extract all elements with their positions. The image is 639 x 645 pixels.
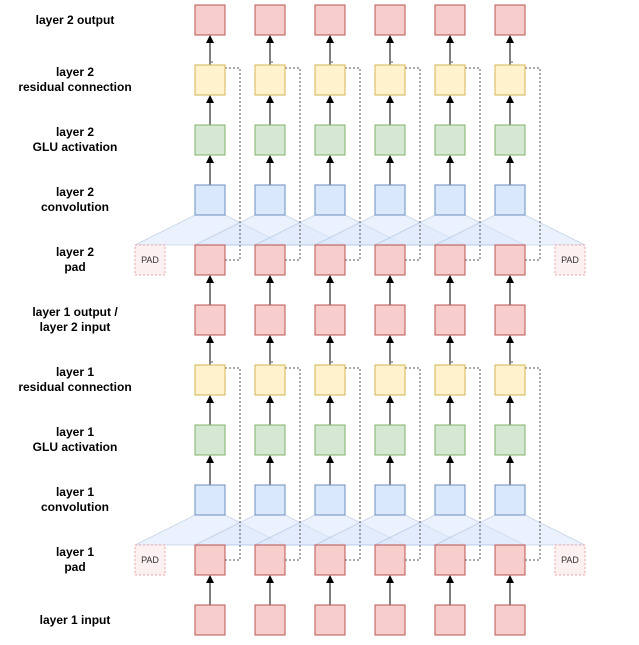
- conv-box-l2-conv-2: [255, 185, 285, 215]
- row-label-line: convolution: [41, 200, 109, 214]
- pad-box-l1-pad-5: [435, 545, 465, 575]
- pad-box-l2-pad-4: [375, 245, 405, 275]
- output-box-l1-output-2: [255, 305, 285, 335]
- residual-box-l2-residual-4: [375, 65, 405, 95]
- row-label-line: GLU activation: [32, 440, 118, 454]
- row-label-line: layer 2: [55, 245, 95, 259]
- residual-box-l2-residual-3: [315, 65, 345, 95]
- glu-box-l2-glu-1: [195, 125, 225, 155]
- conv-box-l2-conv-1: [195, 185, 225, 215]
- pad-label-l2-pad-left: PAD: [141, 255, 159, 265]
- pad-box-l1-pad-4: [375, 545, 405, 575]
- row-label-line: pad: [64, 260, 86, 274]
- pad-box-l2-pad-2: [255, 245, 285, 275]
- pad-box-l2-pad-5: [435, 245, 465, 275]
- residual-box-l1-residual-4: [375, 365, 405, 395]
- glu-box-l2-glu-2: [255, 125, 285, 155]
- pad-box-l2-pad-6: [495, 245, 525, 275]
- conv-box-l1-conv-5: [435, 485, 465, 515]
- glu-box-l1-glu-2: [255, 425, 285, 455]
- residual-box-l1-residual-5: [435, 365, 465, 395]
- row-label-line: pad: [64, 560, 86, 574]
- conv-box-l2-conv-5: [435, 185, 465, 215]
- glu-box-l1-glu-4: [375, 425, 405, 455]
- glu-box-l1-glu-5: [435, 425, 465, 455]
- row-label-line: layer 1: [55, 365, 95, 379]
- residual-box-l2-residual-5: [435, 65, 465, 95]
- residual-box-l2-residual-1: [195, 65, 225, 95]
- conv-box-l2-conv-4: [375, 185, 405, 215]
- glu-box-l1-glu-3: [315, 425, 345, 455]
- pad-box-l1-pad-3: [315, 545, 345, 575]
- glu-box-l2-glu-5: [435, 125, 465, 155]
- output-box-l1-output-6: [495, 305, 525, 335]
- output-box-l1-output-1: [195, 305, 225, 335]
- row-label-line: convolution: [41, 500, 109, 514]
- conv-box-l1-conv-1: [195, 485, 225, 515]
- input-box-l1-input-4: [375, 605, 405, 635]
- output-box-l2-output-2: [255, 5, 285, 35]
- pad-label-l2-pad-right: PAD: [561, 255, 579, 265]
- row-label-line: residual connection: [18, 380, 132, 394]
- row-label-line: layer 2: [55, 185, 95, 199]
- conv-box-l2-conv-3: [315, 185, 345, 215]
- row-label-line: GLU activation: [32, 140, 118, 154]
- conv-box-l1-conv-2: [255, 485, 285, 515]
- input-box-l1-input-3: [315, 605, 345, 635]
- output-box-l2-output-1: [195, 5, 225, 35]
- input-box-l1-input-6: [495, 605, 525, 635]
- input-box-l1-input-2: [255, 605, 285, 635]
- pad-box-l2-pad-1: [195, 245, 225, 275]
- glu-box-l2-glu-6: [495, 125, 525, 155]
- row-label-line: layer 1: [55, 485, 95, 499]
- pad-box-l1-pad-6: [495, 545, 525, 575]
- pad-label-l1-pad-left: PAD: [141, 555, 159, 565]
- input-box-l1-input-5: [435, 605, 465, 635]
- row-label-line: layer 2: [55, 125, 95, 139]
- residual-box-l2-residual-6: [495, 65, 525, 95]
- output-box-l1-output-4: [375, 305, 405, 335]
- output-box-l2-output-4: [375, 5, 405, 35]
- pad-label-l1-pad-right: PAD: [561, 555, 579, 565]
- residual-box-l1-residual-2: [255, 365, 285, 395]
- row-label-line: residual connection: [18, 80, 132, 94]
- pad-box-l2-pad-3: [315, 245, 345, 275]
- glu-box-l2-glu-4: [375, 125, 405, 155]
- row-label-line: layer 1 output /: [32, 305, 118, 319]
- row-label-line: layer 1: [55, 425, 95, 439]
- row-label-line: layer 1: [55, 545, 95, 559]
- conv-box-l1-conv-3: [315, 485, 345, 515]
- pad-box-l1-pad-1: [195, 545, 225, 575]
- row-label-line: layer 2: [55, 65, 95, 79]
- output-box-l2-output-6: [495, 5, 525, 35]
- glu-box-l1-glu-1: [195, 425, 225, 455]
- residual-box-l2-residual-2: [255, 65, 285, 95]
- conv-box-l2-conv-6: [495, 185, 525, 215]
- residual-box-l1-residual-3: [315, 365, 345, 395]
- glu-box-l2-glu-3: [315, 125, 345, 155]
- residual-box-l1-residual-1: [195, 365, 225, 395]
- residual-box-l1-residual-6: [495, 365, 525, 395]
- conv-box-l1-conv-6: [495, 485, 525, 515]
- row-label-line: layer 2 input: [39, 320, 111, 334]
- row-label-line: layer 2 output: [35, 12, 115, 27]
- pad-box-l1-pad-2: [255, 545, 285, 575]
- output-box-l1-output-3: [315, 305, 345, 335]
- conv-box-l1-conv-4: [375, 485, 405, 515]
- output-box-l2-output-3: [315, 5, 345, 35]
- glu-box-l1-glu-6: [495, 425, 525, 455]
- output-box-l1-output-5: [435, 305, 465, 335]
- input-box-l1-input-1: [195, 605, 225, 635]
- output-box-l2-output-5: [435, 5, 465, 35]
- row-label-line: layer 1 input: [39, 612, 111, 627]
